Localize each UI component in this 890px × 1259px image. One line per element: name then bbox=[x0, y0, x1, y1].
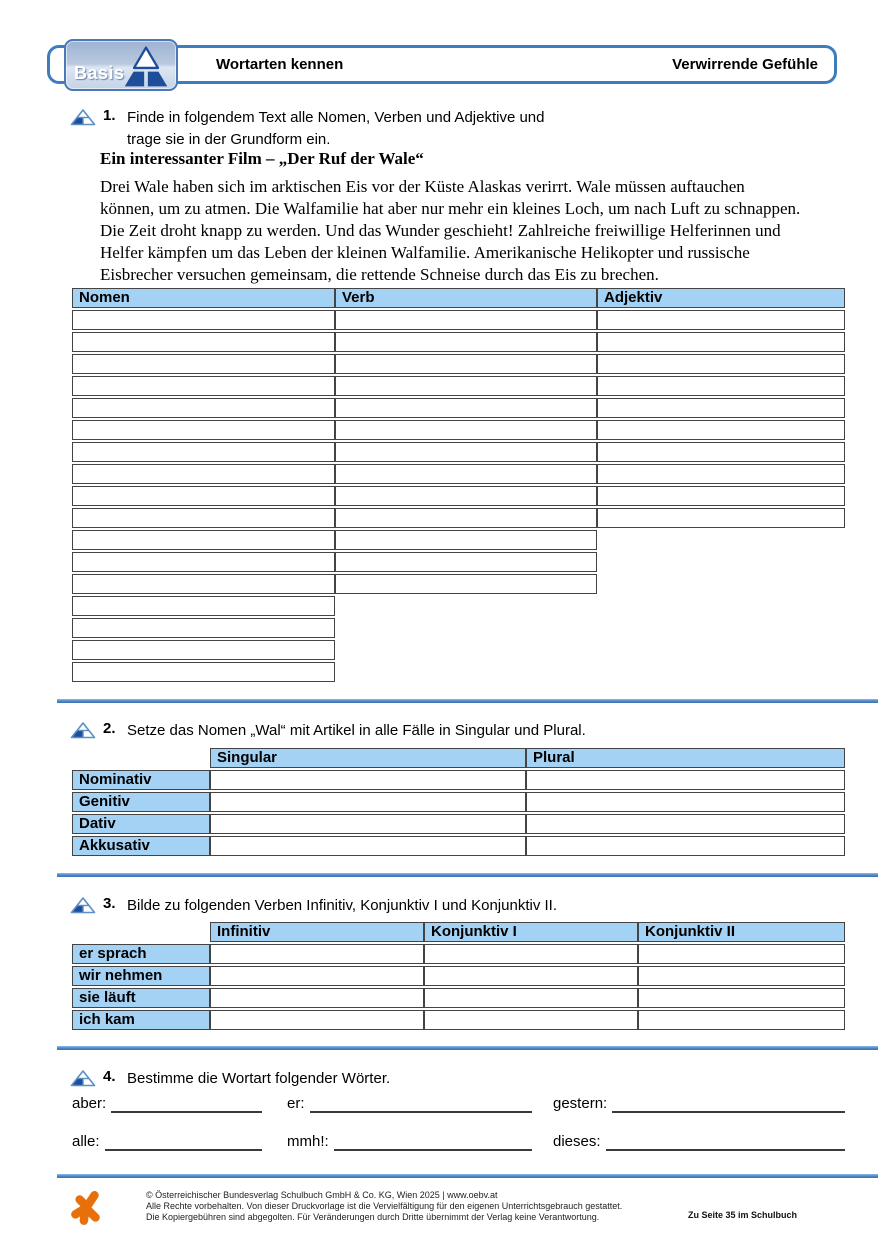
empty-answer-cell[interactable] bbox=[597, 310, 845, 330]
section-divider bbox=[57, 873, 878, 877]
word-blank-item bbox=[72, 1093, 262, 1113]
empty-answer-cell[interactable] bbox=[424, 944, 638, 964]
word-label: aber: bbox=[72, 1095, 107, 1112]
empty-answer-cell[interactable] bbox=[72, 486, 335, 506]
answer-line[interactable] bbox=[334, 1132, 532, 1151]
column-header: Singular bbox=[210, 748, 526, 768]
empty-answer-cell[interactable] bbox=[335, 354, 597, 374]
row-label: Dativ bbox=[72, 814, 210, 834]
row-label: Nominativ bbox=[72, 770, 210, 790]
column-header: Infinitiv bbox=[210, 922, 424, 942]
empty-answer-cell[interactable] bbox=[335, 464, 597, 484]
empty-answer-cell[interactable] bbox=[72, 310, 335, 330]
empty-answer-cell[interactable] bbox=[526, 836, 845, 856]
blank-row bbox=[72, 1131, 852, 1153]
empty-answer-cell[interactable] bbox=[210, 814, 526, 834]
answer-line[interactable] bbox=[310, 1094, 532, 1113]
section-divider bbox=[57, 1174, 878, 1178]
empty-answer-cell[interactable] bbox=[638, 988, 845, 1008]
word-label: dieses: bbox=[553, 1133, 601, 1150]
row-label: sie läuft bbox=[72, 988, 210, 1008]
empty-answer-cell[interactable] bbox=[72, 376, 335, 396]
empty-answer-cell[interactable] bbox=[72, 464, 335, 484]
table-column bbox=[335, 288, 597, 596]
task2-number: 2. bbox=[103, 720, 116, 737]
empty-answer-cell[interactable] bbox=[72, 618, 335, 638]
task4-header bbox=[70, 1068, 390, 1090]
empty-answer-cell[interactable] bbox=[597, 486, 845, 506]
empty-answer-cell[interactable] bbox=[210, 1010, 424, 1030]
section-divider bbox=[57, 699, 878, 703]
empty-answer-cell[interactable] bbox=[597, 508, 845, 528]
empty-answer-cell[interactable] bbox=[72, 332, 335, 352]
row-label: Genitiv bbox=[72, 792, 210, 812]
column-header: Adjektiv bbox=[597, 288, 845, 308]
empty-answer-cell[interactable] bbox=[335, 398, 597, 418]
row-label: wir nehmen bbox=[72, 966, 210, 986]
empty-answer-cell[interactable] bbox=[210, 770, 526, 790]
empty-answer-cell[interactable] bbox=[597, 420, 845, 440]
empty-answer-cell[interactable] bbox=[335, 486, 597, 506]
empty-answer-cell[interactable] bbox=[597, 354, 845, 374]
task3-header bbox=[70, 895, 557, 917]
task1-instruction: Finde in folgendem Text alle Nomen, Verben und Adjektive und trage sie in der Grundform ein. bbox=[127, 109, 545, 148]
cases-table bbox=[72, 748, 845, 856]
basis-logo-label: Basis bbox=[74, 63, 125, 83]
empty-answer-cell[interactable] bbox=[210, 792, 526, 812]
word-label: gestern: bbox=[553, 1095, 608, 1112]
empty-answer-cell[interactable] bbox=[335, 552, 597, 572]
empty-answer-cell[interactable] bbox=[638, 1010, 845, 1030]
answer-line[interactable] bbox=[105, 1132, 262, 1151]
section-divider bbox=[57, 1046, 878, 1050]
blank-row bbox=[72, 1093, 852, 1115]
empty-answer-cell[interactable] bbox=[72, 530, 335, 550]
empty-answer-cell[interactable] bbox=[72, 420, 335, 440]
basis-level-icon bbox=[70, 1070, 96, 1087]
worksheet-title: Verwirrende Gefühle bbox=[672, 56, 818, 73]
empty-answer-cell[interactable] bbox=[72, 552, 335, 572]
task4-number: 4. bbox=[103, 1068, 116, 1085]
reading-passage: Drei Wale haben sich im arktischen Eis vor der Küste Alaskas verirrt. Wale müssen auftauchen können, um zu atmen. Die Walfamilie hat aber nur mehr ein kleines Loch, um nach Luft zu schnappen. Die Zeit droht knapp zu werden. Und das Wunder geschieht! Zahlreiche freiwillige Helferinnen und Helfer kämpfen um das Leben der kleinen Walfamilie. Amerikanische Helikopter und russische Eisbrecher versuchen gemeinsam, die rettende Schneise durch das Eis zu brechen. bbox=[100, 177, 801, 284]
empty-answer-cell[interactable] bbox=[424, 1010, 638, 1030]
word-blank-item bbox=[553, 1131, 845, 1151]
empty-answer-cell[interactable] bbox=[335, 442, 597, 462]
empty-answer-cell[interactable] bbox=[72, 662, 335, 682]
empty-answer-cell[interactable] bbox=[526, 814, 845, 834]
word-blank-item bbox=[287, 1131, 532, 1151]
word-blank-item bbox=[287, 1093, 532, 1113]
empty-answer-cell[interactable] bbox=[72, 596, 335, 616]
empty-answer-cell[interactable] bbox=[72, 442, 335, 462]
schoolbook-page-reference: Zu Seite 35 im Schulbuch bbox=[688, 1210, 798, 1220]
basis-level-icon bbox=[70, 722, 96, 739]
empty-answer-cell[interactable] bbox=[72, 398, 335, 418]
empty-answer-cell[interactable] bbox=[210, 988, 424, 1008]
basis-level-icon bbox=[70, 897, 96, 914]
task1-number: 1. bbox=[103, 107, 116, 124]
task3-instruction: Bilde zu folgenden Verben Infinitiv, Konjunktiv I und Konjunktiv II. bbox=[127, 897, 557, 914]
empty-answer-cell[interactable] bbox=[597, 464, 845, 484]
table-column bbox=[597, 288, 845, 530]
empty-answer-cell[interactable] bbox=[424, 988, 638, 1008]
empty-answer-cell[interactable] bbox=[335, 574, 597, 594]
empty-answer-cell[interactable] bbox=[72, 640, 335, 660]
copyright-text: © Österreichischer Bundesverlag Schulbuch GmbH & Co. KG, Wien 2025 | www.oebv.at Alle Rechte vorbehalten. Von dieser Druckvorlage ist die Vervielfältigung für den eigenen Unterrichtsgebrauch gestattet. Die Kopiergebühren sind abgegolten. Für Veränderungen durch Dritte übernimmt der Verlag keine Verantwortung. bbox=[146, 1190, 623, 1222]
empty-answer-cell[interactable] bbox=[526, 792, 845, 812]
column-header: Konjunktiv I bbox=[424, 922, 638, 942]
word-blank-item bbox=[553, 1093, 845, 1113]
oebv-logo-icon bbox=[70, 1190, 102, 1226]
row-label: ich kam bbox=[72, 1010, 210, 1030]
empty-answer-cell[interactable] bbox=[638, 966, 845, 986]
answer-line[interactable] bbox=[111, 1094, 262, 1113]
answer-line[interactable] bbox=[612, 1094, 845, 1113]
table-column bbox=[72, 288, 335, 684]
empty-answer-cell[interactable] bbox=[638, 944, 845, 964]
corner-cell bbox=[72, 748, 210, 768]
column-header: Verb bbox=[335, 288, 597, 308]
empty-answer-cell[interactable] bbox=[210, 966, 424, 986]
word-label: alle: bbox=[72, 1133, 100, 1150]
empty-answer-cell[interactable] bbox=[424, 966, 638, 986]
empty-answer-cell[interactable] bbox=[597, 332, 845, 352]
column-header: Konjunktiv II bbox=[638, 922, 845, 942]
task3-number: 3. bbox=[103, 895, 116, 912]
empty-answer-cell[interactable] bbox=[72, 508, 335, 528]
task2-instruction: Setze das Nomen „Wal“ mit Artikel in alle Fälle in Singular und Plural. bbox=[127, 722, 586, 739]
empty-answer-cell[interactable] bbox=[335, 420, 597, 440]
pyramid-icon bbox=[122, 45, 170, 89]
answer-line[interactable] bbox=[606, 1132, 845, 1151]
worksheet-topic: Wortarten kennen bbox=[216, 56, 344, 73]
word-label: mmh!: bbox=[287, 1133, 329, 1150]
column-header: Nomen bbox=[72, 288, 335, 308]
wordtypes-table bbox=[72, 288, 845, 684]
empty-answer-cell[interactable] bbox=[526, 770, 845, 790]
empty-answer-cell[interactable] bbox=[597, 442, 845, 462]
task4-instruction: Bestimme die Wortart folgender Wörter. bbox=[127, 1070, 391, 1087]
basis-level-icon bbox=[70, 109, 96, 126]
empty-answer-cell[interactable] bbox=[335, 310, 597, 330]
empty-answer-cell[interactable] bbox=[210, 836, 526, 856]
word-label: er: bbox=[287, 1095, 305, 1112]
empty-answer-cell[interactable] bbox=[335, 332, 597, 352]
word-blank-item bbox=[72, 1131, 262, 1151]
empty-answer-cell[interactable] bbox=[335, 508, 597, 528]
empty-answer-cell[interactable] bbox=[72, 354, 335, 374]
corner-cell bbox=[72, 922, 210, 942]
empty-answer-cell[interactable] bbox=[210, 944, 424, 964]
row-label: Akkusativ bbox=[72, 836, 210, 856]
empty-answer-cell[interactable] bbox=[335, 376, 597, 396]
empty-answer-cell[interactable] bbox=[597, 398, 845, 418]
task1-header bbox=[70, 107, 545, 151]
verbs-table bbox=[72, 922, 845, 1030]
empty-answer-cell[interactable] bbox=[72, 574, 335, 594]
basis-logo bbox=[64, 39, 178, 91]
empty-answer-cell[interactable] bbox=[335, 530, 597, 550]
passage-title: Ein interessanter Film – „Der Ruf der Wale“ bbox=[100, 149, 424, 168]
column-header: Plural bbox=[526, 748, 845, 768]
task2-header bbox=[70, 720, 586, 742]
empty-answer-cell[interactable] bbox=[597, 376, 845, 396]
row-label: er sprach bbox=[72, 944, 210, 964]
